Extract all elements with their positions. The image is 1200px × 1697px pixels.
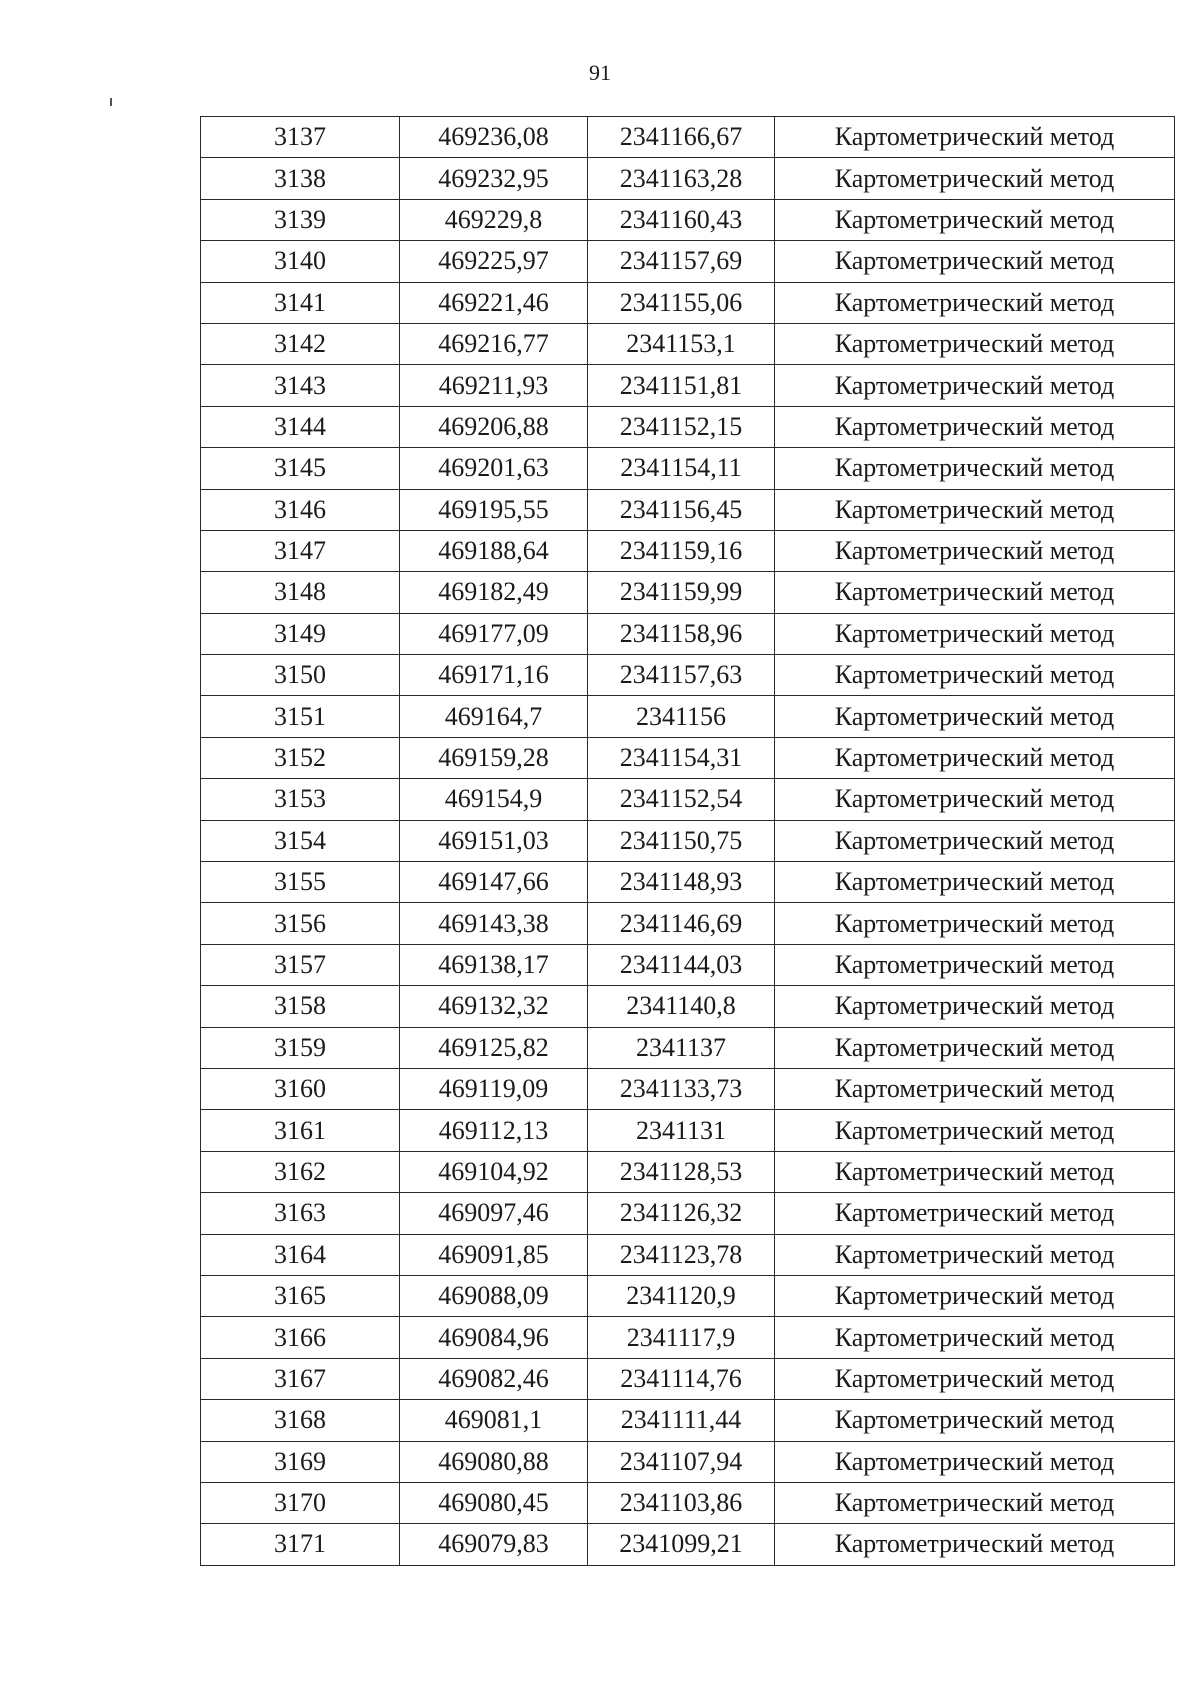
method-cell: Картометрический метод xyxy=(775,1193,1175,1234)
point-number-cell: 3153 xyxy=(201,779,400,820)
table-row xyxy=(201,1441,1175,1482)
y-coordinate-cell: 2341137 xyxy=(588,1027,775,1068)
x-coordinate-cell: 469221,46 xyxy=(400,282,588,323)
table-row xyxy=(201,241,1175,282)
method-cell: Картометрический метод xyxy=(775,406,1175,447)
method-cell: Картометрический метод xyxy=(775,696,1175,737)
y-coordinate-cell: 2341159,99 xyxy=(588,572,775,613)
table-row xyxy=(201,489,1175,530)
table-row xyxy=(201,1358,1175,1399)
table-row xyxy=(201,986,1175,1027)
table-row xyxy=(201,448,1175,489)
table-body xyxy=(201,117,1175,1566)
method-cell: Картометрический метод xyxy=(775,1524,1175,1565)
method-cell: Картометрический метод xyxy=(775,779,1175,820)
method-cell: Картометрический метод xyxy=(775,323,1175,364)
table-row xyxy=(201,613,1175,654)
table-row xyxy=(201,862,1175,903)
point-number-cell: 3162 xyxy=(201,1151,400,1192)
point-number-cell: 3138 xyxy=(201,158,400,199)
x-coordinate-cell: 469082,46 xyxy=(400,1358,588,1399)
x-coordinate-cell: 469201,63 xyxy=(400,448,588,489)
y-coordinate-cell: 2341144,03 xyxy=(588,944,775,985)
x-coordinate-cell: 469084,96 xyxy=(400,1317,588,1358)
x-coordinate-cell: 469188,64 xyxy=(400,530,588,571)
y-coordinate-cell: 2341155,06 xyxy=(588,282,775,323)
table-row xyxy=(201,1068,1175,1109)
y-coordinate-cell: 2341146,69 xyxy=(588,903,775,944)
table-row xyxy=(201,323,1175,364)
method-cell: Картометрический метод xyxy=(775,1400,1175,1441)
point-number-cell: 3169 xyxy=(201,1441,400,1482)
x-coordinate-cell: 469097,46 xyxy=(400,1193,588,1234)
table-row xyxy=(201,1151,1175,1192)
table-row xyxy=(201,530,1175,571)
method-cell: Картометрический метод xyxy=(775,613,1175,654)
page-number: 91 xyxy=(589,60,611,85)
point-number-cell: 3157 xyxy=(201,944,400,985)
x-coordinate-cell: 469151,03 xyxy=(400,820,588,861)
table-row xyxy=(201,406,1175,447)
method-cell: Картометрический метод xyxy=(775,862,1175,903)
table-row xyxy=(201,572,1175,613)
table-row xyxy=(201,903,1175,944)
x-coordinate-cell: 469079,83 xyxy=(400,1524,588,1565)
point-number-cell: 3171 xyxy=(201,1524,400,1565)
method-cell: Картометрический метод xyxy=(775,241,1175,282)
method-cell: Картометрический метод xyxy=(775,1275,1175,1316)
y-coordinate-cell: 2341114,76 xyxy=(588,1358,775,1399)
method-cell: Картометрический метод xyxy=(775,1317,1175,1358)
margin-mark xyxy=(110,98,112,106)
table-row xyxy=(201,117,1175,158)
y-coordinate-cell: 2341099,21 xyxy=(588,1524,775,1565)
point-number-cell: 3143 xyxy=(201,365,400,406)
point-number-cell: 3148 xyxy=(201,572,400,613)
method-cell: Картометрический метод xyxy=(775,1110,1175,1151)
x-coordinate-cell: 469232,95 xyxy=(400,158,588,199)
point-number-cell: 3164 xyxy=(201,1234,400,1275)
y-coordinate-cell: 2341151,81 xyxy=(588,365,775,406)
method-cell: Картометрический метод xyxy=(775,1234,1175,1275)
table-row xyxy=(201,1275,1175,1316)
point-number-cell: 3163 xyxy=(201,1193,400,1234)
point-number-cell: 3166 xyxy=(201,1317,400,1358)
table-row xyxy=(201,282,1175,323)
y-coordinate-cell: 2341158,96 xyxy=(588,613,775,654)
table-row xyxy=(201,1027,1175,1068)
x-coordinate-cell: 469125,82 xyxy=(400,1027,588,1068)
x-coordinate-cell: 469195,55 xyxy=(400,489,588,530)
x-coordinate-cell: 469143,38 xyxy=(400,903,588,944)
x-coordinate-cell: 469132,32 xyxy=(400,986,588,1027)
table-row xyxy=(201,1110,1175,1151)
x-coordinate-cell: 469177,09 xyxy=(400,613,588,654)
x-coordinate-cell: 469081,1 xyxy=(400,1400,588,1441)
point-number-cell: 3150 xyxy=(201,655,400,696)
y-coordinate-cell: 2341117,9 xyxy=(588,1317,775,1358)
method-cell: Картометрический метод xyxy=(775,365,1175,406)
x-coordinate-cell: 469236,08 xyxy=(400,117,588,158)
point-number-cell: 3167 xyxy=(201,1358,400,1399)
y-coordinate-cell: 2341126,32 xyxy=(588,1193,775,1234)
table-row xyxy=(201,199,1175,240)
table-row xyxy=(201,655,1175,696)
y-coordinate-cell: 2341156 xyxy=(588,696,775,737)
table-row xyxy=(201,1317,1175,1358)
point-number-cell: 3141 xyxy=(201,282,400,323)
point-number-cell: 3152 xyxy=(201,737,400,778)
point-number-cell: 3165 xyxy=(201,1275,400,1316)
table-row xyxy=(201,1482,1175,1523)
point-number-cell: 3147 xyxy=(201,530,400,571)
method-cell: Картометрический метод xyxy=(775,1358,1175,1399)
point-number-cell: 3161 xyxy=(201,1110,400,1151)
table-row xyxy=(201,779,1175,820)
y-coordinate-cell: 2341163,28 xyxy=(588,158,775,199)
method-cell: Картометрический метод xyxy=(775,1441,1175,1482)
x-coordinate-cell: 469182,49 xyxy=(400,572,588,613)
method-cell: Картометрический метод xyxy=(775,199,1175,240)
point-number-cell: 3149 xyxy=(201,613,400,654)
x-coordinate-cell: 469171,16 xyxy=(400,655,588,696)
method-cell: Картометрический метод xyxy=(775,572,1175,613)
coordinates-table xyxy=(200,116,1175,1566)
point-number-cell: 3151 xyxy=(201,696,400,737)
y-coordinate-cell: 2341111,44 xyxy=(588,1400,775,1441)
method-cell: Картометрический метод xyxy=(775,158,1175,199)
y-coordinate-cell: 2341160,43 xyxy=(588,199,775,240)
y-coordinate-cell: 2341131 xyxy=(588,1110,775,1151)
point-number-cell: 3146 xyxy=(201,489,400,530)
point-number-cell: 3137 xyxy=(201,117,400,158)
point-number-cell: 3145 xyxy=(201,448,400,489)
y-coordinate-cell: 2341128,53 xyxy=(588,1151,775,1192)
y-coordinate-cell: 2341107,94 xyxy=(588,1441,775,1482)
table-row xyxy=(201,944,1175,985)
method-cell: Картометрический метод xyxy=(775,986,1175,1027)
method-cell: Картометрический метод xyxy=(775,1027,1175,1068)
method-cell: Картометрический метод xyxy=(775,655,1175,696)
x-coordinate-cell: 469104,92 xyxy=(400,1151,588,1192)
point-number-cell: 3170 xyxy=(201,1482,400,1523)
y-coordinate-cell: 2341153,1 xyxy=(588,323,775,364)
y-coordinate-cell: 2341152,15 xyxy=(588,406,775,447)
x-coordinate-cell: 469138,17 xyxy=(400,944,588,985)
x-coordinate-cell: 469088,09 xyxy=(400,1275,588,1316)
y-coordinate-cell: 2341157,69 xyxy=(588,241,775,282)
y-coordinate-cell: 2341152,54 xyxy=(588,779,775,820)
x-coordinate-cell: 469080,88 xyxy=(400,1441,588,1482)
table-row xyxy=(201,820,1175,861)
y-coordinate-cell: 2341103,86 xyxy=(588,1482,775,1523)
table-row xyxy=(201,1234,1175,1275)
x-coordinate-cell: 469225,97 xyxy=(400,241,588,282)
table-row xyxy=(201,365,1175,406)
table-row xyxy=(201,1193,1175,1234)
method-cell: Картометрический метод xyxy=(775,530,1175,571)
point-number-cell: 3159 xyxy=(201,1027,400,1068)
point-number-cell: 3158 xyxy=(201,986,400,1027)
y-coordinate-cell: 2341157,63 xyxy=(588,655,775,696)
x-coordinate-cell: 469091,85 xyxy=(400,1234,588,1275)
method-cell: Картометрический метод xyxy=(775,117,1175,158)
y-coordinate-cell: 2341133,73 xyxy=(588,1068,775,1109)
x-coordinate-cell: 469206,88 xyxy=(400,406,588,447)
table-row xyxy=(201,696,1175,737)
x-coordinate-cell: 469159,28 xyxy=(400,737,588,778)
x-coordinate-cell: 469080,45 xyxy=(400,1482,588,1523)
method-cell: Картометрический метод xyxy=(775,489,1175,530)
method-cell: Картометрический метод xyxy=(775,903,1175,944)
point-number-cell: 3168 xyxy=(201,1400,400,1441)
method-cell: Картометрический метод xyxy=(775,1068,1175,1109)
method-cell: Картометрический метод xyxy=(775,944,1175,985)
y-coordinate-cell: 2341159,16 xyxy=(588,530,775,571)
x-coordinate-cell: 469147,66 xyxy=(400,862,588,903)
x-coordinate-cell: 469112,13 xyxy=(400,1110,588,1151)
y-coordinate-cell: 2341123,78 xyxy=(588,1234,775,1275)
y-coordinate-cell: 2341150,75 xyxy=(588,820,775,861)
point-number-cell: 3156 xyxy=(201,903,400,944)
method-cell: Картометрический метод xyxy=(775,820,1175,861)
point-number-cell: 3144 xyxy=(201,406,400,447)
table-row xyxy=(201,737,1175,778)
method-cell: Картометрический метод xyxy=(775,448,1175,489)
y-coordinate-cell: 2341154,31 xyxy=(588,737,775,778)
method-cell: Картометрический метод xyxy=(775,1151,1175,1192)
x-coordinate-cell: 469229,8 xyxy=(400,199,588,240)
y-coordinate-cell: 2341156,45 xyxy=(588,489,775,530)
x-coordinate-cell: 469164,7 xyxy=(400,696,588,737)
point-number-cell: 3139 xyxy=(201,199,400,240)
y-coordinate-cell: 2341154,11 xyxy=(588,448,775,489)
x-coordinate-cell: 469216,77 xyxy=(400,323,588,364)
point-number-cell: 3155 xyxy=(201,862,400,903)
point-number-cell: 3160 xyxy=(201,1068,400,1109)
y-coordinate-cell: 2341120,9 xyxy=(588,1275,775,1316)
method-cell: Картометрический метод xyxy=(775,282,1175,323)
method-cell: Картометрический метод xyxy=(775,1482,1175,1523)
y-coordinate-cell: 2341148,93 xyxy=(588,862,775,903)
point-number-cell: 3140 xyxy=(201,241,400,282)
x-coordinate-cell: 469154,9 xyxy=(400,779,588,820)
y-coordinate-cell: 2341140,8 xyxy=(588,986,775,1027)
x-coordinate-cell: 469211,93 xyxy=(400,365,588,406)
table-row xyxy=(201,1524,1175,1565)
table-row xyxy=(201,1400,1175,1441)
y-coordinate-cell: 2341166,67 xyxy=(588,117,775,158)
x-coordinate-cell: 469119,09 xyxy=(400,1068,588,1109)
table-row xyxy=(201,158,1175,199)
point-number-cell: 3154 xyxy=(201,820,400,861)
method-cell: Картометрический метод xyxy=(775,737,1175,778)
point-number-cell: 3142 xyxy=(201,323,400,364)
